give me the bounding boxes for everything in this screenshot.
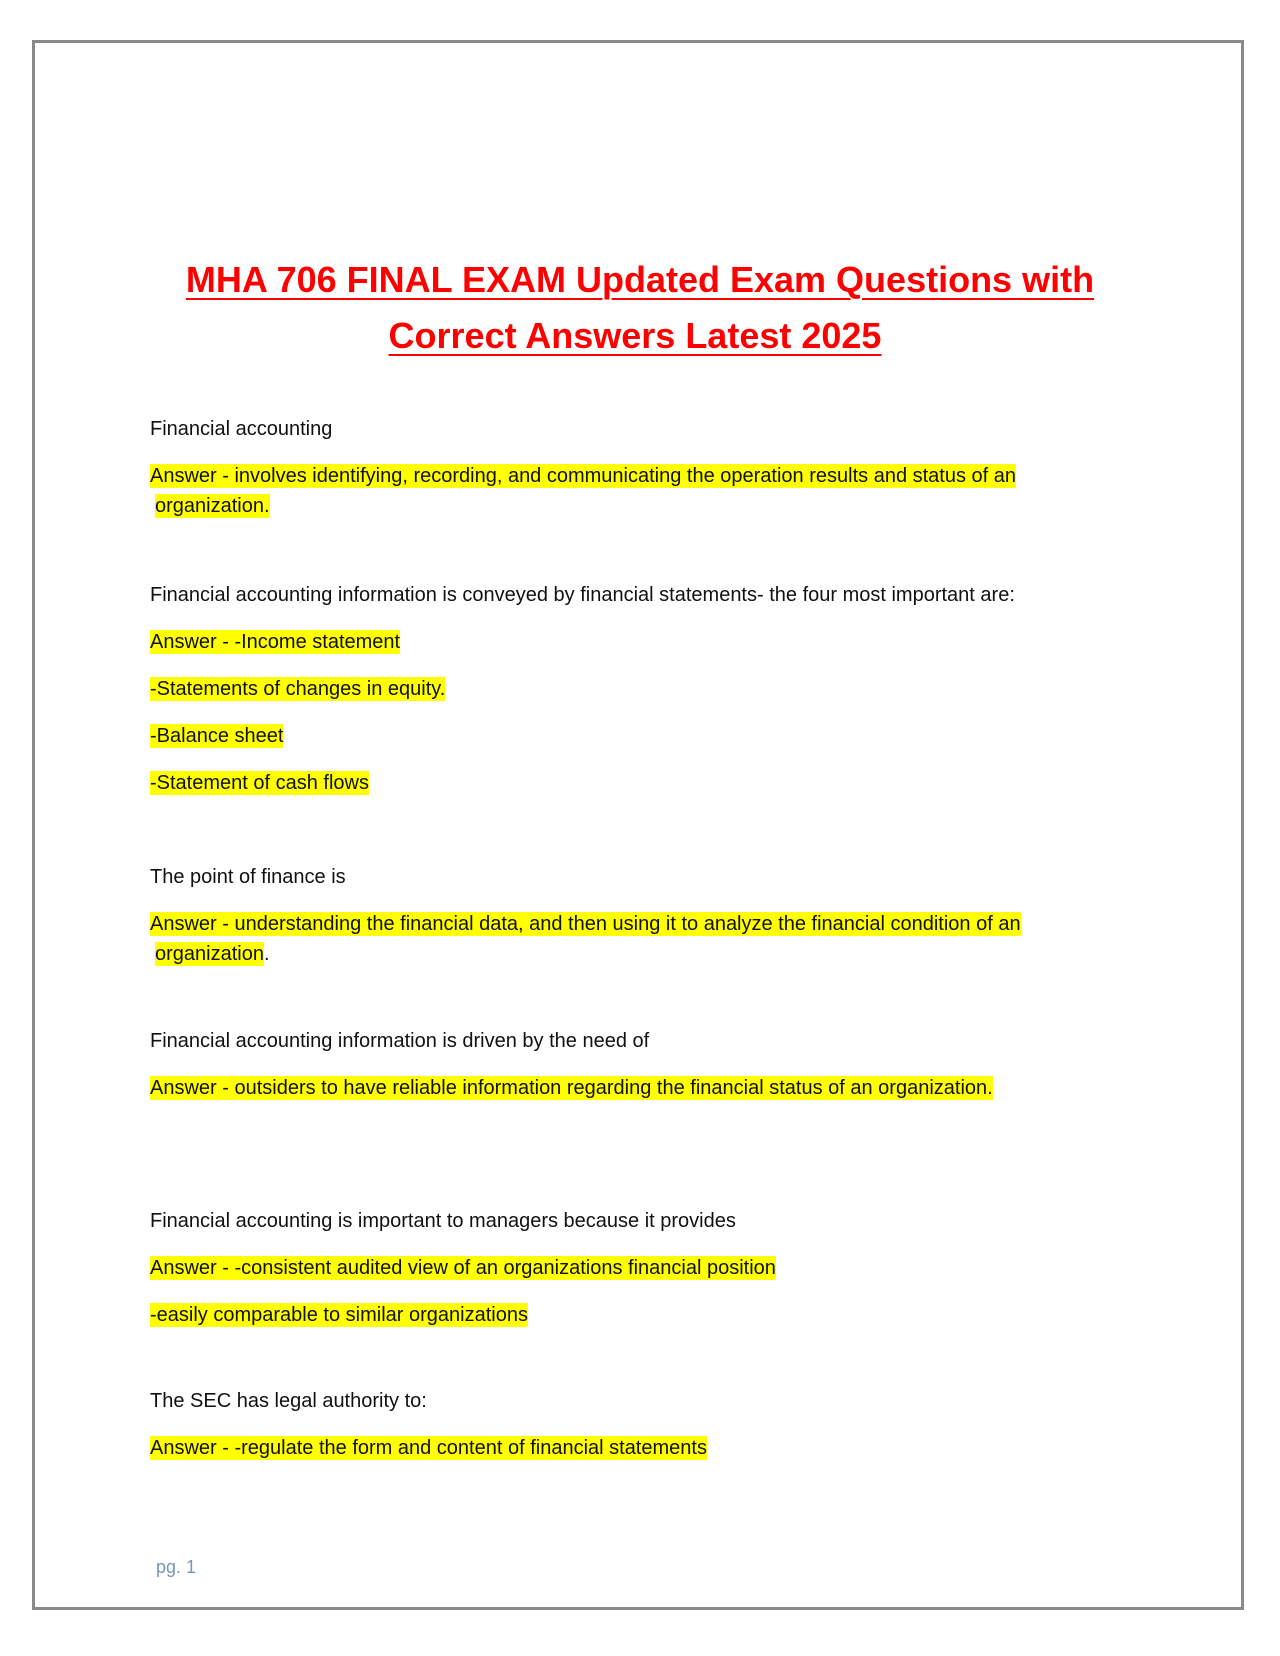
qa-block: [150, 580, 1140, 862]
answer-text: -easily comparable to similar organizations: [150, 1304, 528, 1326]
answer-tail: .: [263, 943, 270, 965]
question-text: Financial accounting is important to managers because it provides: [150, 1210, 736, 1232]
qa-content: [150, 414, 1140, 1480]
answer-line: [150, 1433, 1140, 1480]
title-line-2: Correct Answers Latest 2025: [388, 315, 882, 356]
answer-line: [150, 627, 1140, 674]
document-title: [0, 252, 1280, 364]
answer-line: [150, 768, 1140, 815]
answer-line: [150, 1073, 1140, 1120]
question-text: Financial accounting: [150, 418, 333, 440]
title-line-1: MHA 706 FINAL EXAM Updated Exam Questions with: [185, 259, 1095, 300]
page-number: pg. 1: [156, 1557, 197, 1577]
answer-text: Answer - -regulate the form and content of financial statements: [150, 1437, 707, 1459]
qa-block: [150, 1026, 1140, 1206]
qa-block: [150, 414, 1140, 580]
qa-block: [150, 862, 1140, 1026]
qa-block: [150, 1386, 1140, 1480]
question-text: Financial accounting information is conveyed by financial statements- the four most important are:: [150, 584, 1015, 606]
answer-text: Answer - -Income statement: [150, 631, 401, 653]
answer-line: [150, 491, 1140, 521]
answer-line: [150, 461, 1140, 491]
question-text: Financial accounting information is driven by the need of: [150, 1030, 650, 1052]
answer-text: Answer - -consistent audited view of an organizations financial position: [150, 1257, 776, 1279]
answer-text: organization.: [155, 495, 270, 517]
answer-line: [150, 1253, 1140, 1300]
answer-text: -Statement of cash flows: [150, 772, 369, 794]
answer-text: Answer - involves identifying, recording, and communicating the operation results and status of an: [150, 465, 1017, 487]
answer-text: -Statements of changes in equity.: [150, 678, 446, 700]
answer-line: [150, 939, 1140, 969]
answer-line: [150, 1300, 1140, 1347]
qa-block: [150, 1206, 1140, 1386]
answer-line: [150, 674, 1140, 721]
answer-text: Answer - outsiders to have reliable information regarding the financial status of an organization.: [150, 1077, 993, 1099]
answer-text: organization: [155, 943, 264, 965]
question-text: The SEC has legal authority to:: [150, 1390, 427, 1412]
answer-text: Answer - understanding the financial data, and then using it to analyze the financial condition of an: [150, 913, 1021, 935]
answer-text: -Balance sheet: [150, 725, 284, 747]
answer-line: [150, 721, 1140, 768]
question-text: The point of finance is: [150, 866, 346, 888]
answer-line: [150, 909, 1140, 939]
